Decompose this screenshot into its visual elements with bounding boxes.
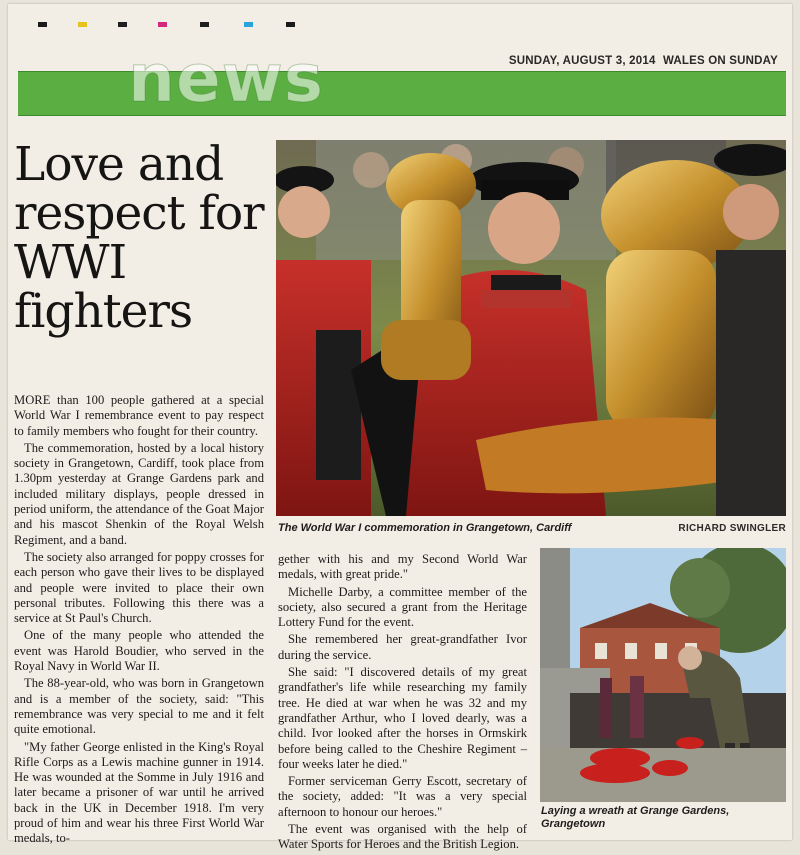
reg-mark-magenta: [158, 22, 167, 27]
article-column-2: [278, 552, 527, 855]
reg-mark-black: [118, 22, 127, 27]
section-title: news: [128, 40, 325, 117]
body-paragraph: The 88-year-old, who was born in Grangetown and is a member of the society, said: "This remembrance was very special to me and it felt quite emotional.: [14, 676, 264, 737]
reg-mark-black: [38, 22, 47, 27]
body-paragraph: The event was organised with the help of Water Sports for Heroes and the British Legion.: [278, 822, 527, 852]
band-photo: [276, 140, 786, 516]
main-photo-caption: The World War I commemoration in Grangetown, Cardiff: [278, 522, 572, 534]
reg-mark-black: [200, 22, 209, 27]
paper-name: WALES ON SUNDAY: [662, 55, 778, 67]
reg-mark-cyan: [244, 22, 253, 27]
wreath-photo: [540, 548, 786, 802]
body-paragraph: One of the many people who attended the event was Harold Boudier, who served in the Royal Navy in World War II.: [14, 628, 264, 674]
article-column-1: [14, 393, 264, 849]
wreath-photo-illustration: [540, 548, 786, 802]
body-paragraph: The society also arranged for poppy crosses for each person who gave their lives to be displayed and people were invited to place their own personal tributes. Following this there was a service at St Paul's Church.: [14, 549, 264, 626]
reg-mark-yellow: [78, 22, 87, 27]
wreath-photo-caption: Laying a wreath at Grange Gardens, Grangetown: [541, 805, 730, 830]
band-photo-illustration: [276, 140, 786, 516]
body-paragraph: The commemoration, hosted by a local history society in Grangetown, Cardiff, took place from 1.30pm yesterday at Grange Gardens park and included military displays, people dressed in period uniform, the attendance of the Goat Major and his mascot Shenkin of the Royal Welsh Regiment, and a band.: [14, 440, 264, 547]
body-paragraph: Former serviceman Gerry Escott, secretary of the society, added: "It was a very special afternoon to honour our heroes.": [278, 774, 527, 819]
headline: Love and respect for WWI fighters: [14, 137, 264, 339]
reg-mark-black: [286, 22, 295, 27]
dateline: [509, 55, 778, 67]
body-paragraph: Michelle Darby, a committee member of the society, also secured a grant from the Heritage Lottery Fund for the event.: [278, 584, 527, 630]
body-paragraph: She remembered her great-grandfather Ivor during the service.: [278, 632, 527, 662]
photo-credit: RICHARD SWINGLER: [678, 523, 786, 534]
body-paragraph: She said: "I discovered details of my great grandfather's life while researching my family tree. He died at war when he was 32 and my grandfather Arthur, who I loved dearly, was a child. Ivor looked after the horses in Ormskirk before being called to the Cheshire Regiment – four weeks later he died.": [278, 665, 527, 771]
lead-paragraph: MORE than 100 people gathered at a special World War I remembrance event to pay respect to family members who fought for their country.: [14, 393, 264, 438]
body-paragraph: "My father George enlisted in the King's Royal Rifle Corps as a Lewis machine gunner in 1914. He was wounded at the Somme in July 1916 and later became a prisoner of war until he arrived back in the UK in December 1918. I'm very proud of him and wear his three First World War medals, to-: [14, 739, 264, 846]
body-paragraph: gether with his and my Second World War medals, with great pride.": [278, 552, 527, 582]
issue-date: SUNDAY, AUGUST 3, 2014: [508, 55, 656, 67]
